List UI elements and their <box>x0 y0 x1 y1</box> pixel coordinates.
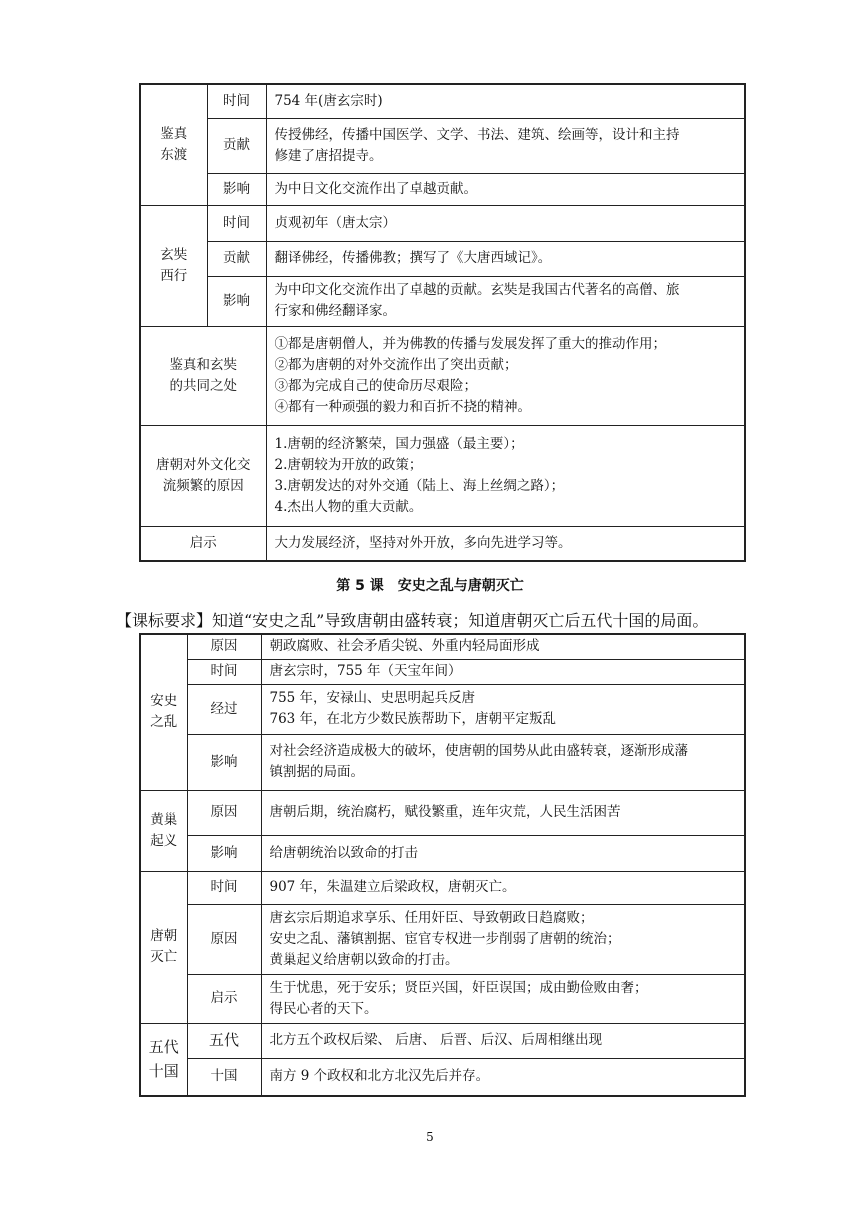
row-value <box>261 974 745 1023</box>
list-item: ①都是唐朝僧人，并为佛教的传播与发展发挥了重大的推动作用； <box>274 335 666 352</box>
row-value: 翻译佛经，传播佛教；撰写了《大唐西域记》。 <box>266 241 745 276</box>
row-key: 启示 <box>187 974 261 1023</box>
page-number: 5 <box>426 1130 434 1144</box>
text-line: 得民心者的天下。 <box>269 1000 378 1017</box>
row-value: 唐朝后期，统治腐朽，赋役繁重，连年灾荒，人民生活困苦 <box>261 790 745 835</box>
label-line: 鉴真和玄奘 <box>169 356 237 373</box>
row-key: 贡献 <box>207 118 266 173</box>
row-key: 时间 <box>187 659 261 684</box>
common-label <box>140 326 266 425</box>
label-line: 西行 <box>160 267 188 284</box>
row-key: 原因 <box>187 904 261 974</box>
row-key: 经过 <box>187 684 261 734</box>
label-line: 灭亡 <box>150 949 178 965</box>
text-line: 对社会经济造成极大的破坏，使唐朝的国势从此由盛转衰，逐渐形成藩 <box>269 743 688 759</box>
label-line: 的共同之处 <box>169 377 237 394</box>
text-line: 唐玄宗后期追求享乐、任用奸臣、导致朝政日趋腐败； <box>269 909 594 926</box>
label-line: 流频繁的原因 <box>162 477 244 494</box>
lesson-value: 大力发展经济，坚持对外开放，多向先进学习等。 <box>266 526 745 561</box>
row-value: 朝政腐败、社会矛盾尖锐、外重内轻局面形成 <box>261 634 745 659</box>
label-line: 东渡 <box>160 146 188 163</box>
row-key: 原因 <box>187 634 261 659</box>
list-item: ③都为完成自己的使命历尽艰险； <box>274 377 477 394</box>
text-line: 黄巢起义给唐朝以致命的打击。 <box>269 951 459 968</box>
jianzhen-label <box>140 84 207 205</box>
list-item: 2.唐朝较为开放的政策； <box>274 456 423 473</box>
row-key: 时间 <box>207 205 266 241</box>
row-value <box>261 684 745 734</box>
list-item: 1.唐朝的经济繁荣，国力强盛（最主要）； <box>274 435 524 452</box>
label-line: 之乱 <box>150 714 178 731</box>
tang-decline-table <box>139 633 746 1097</box>
row-value <box>266 276 745 326</box>
huangchao-label <box>140 790 187 871</box>
label-line: 鉴真 <box>160 125 188 142</box>
row-value: 贞观初年（唐太宗） <box>266 205 745 241</box>
label-line: 黄巢 <box>150 811 178 828</box>
row-value: 907 年，朱温建立后梁政权，唐朝灭亡。 <box>261 871 745 904</box>
text-line: 修建了唐招提寺。 <box>274 147 383 164</box>
lesson-label: 启示 <box>140 526 266 561</box>
row-key: 影响 <box>207 276 266 326</box>
list-item: 3.唐朝发达的对外交通（陆上、海上丝绸之路）； <box>274 477 565 494</box>
tangfall-label <box>140 871 187 1023</box>
row-value <box>261 904 745 974</box>
row-value: 给唐朝统治以致命的打击 <box>261 835 745 871</box>
row-key: 影响 <box>187 835 261 871</box>
row-value: 南方 9 个政权和北方北汉先后并存。 <box>261 1058 745 1096</box>
text-line: 763 年，在北方少数民族帮助下，唐朝平定叛乱 <box>269 711 557 727</box>
row-value <box>261 734 745 790</box>
list-item: ②都为唐朝的对外交流作出了突出贡献； <box>274 356 518 373</box>
reasons-label <box>140 425 266 526</box>
label-line: 安史 <box>150 693 178 710</box>
tang-cultural-exchange-table <box>139 83 746 562</box>
label-line: 玄奘 <box>160 246 188 263</box>
row-key: 影响 <box>207 173 266 205</box>
row-value <box>266 118 745 173</box>
row-key: 时间 <box>187 871 261 904</box>
text-line: 镇割据的局面。 <box>269 764 364 780</box>
label-line: 唐朝对外文化交 <box>156 456 251 473</box>
row-value: 为中日文化交流作出了卓越贡献。 <box>266 173 745 205</box>
label-line: 起义 <box>150 832 178 849</box>
reasons-list <box>266 425 745 526</box>
label-line: 五代 <box>148 1038 179 1057</box>
row-value: 754 年(唐玄宗时) <box>266 84 745 118</box>
lesson-title: 第 5 课 安史之乱与唐朝灭亡 <box>336 578 524 594</box>
text-line: 755 年，安禄山、史思明起兵反唐 <box>269 690 476 706</box>
label-line: 十国 <box>148 1062 179 1081</box>
row-key: 贡献 <box>207 241 266 276</box>
common-list <box>266 326 745 425</box>
label-line: 唐朝 <box>150 928 178 944</box>
wudai-label <box>140 1023 187 1096</box>
row-key: 时间 <box>207 84 266 118</box>
row-key: 十国 <box>187 1058 261 1096</box>
list-item: ④都有一种顽强的毅力和百折不挠的精神。 <box>274 398 531 415</box>
row-key: 原因 <box>187 790 261 835</box>
row-key: 五代 <box>187 1023 261 1058</box>
list-item: 4.杰出人物的重大贡献。 <box>274 498 423 515</box>
anshi-label <box>140 634 187 790</box>
row-key: 影响 <box>187 734 261 790</box>
row-value: 北方五个政权后梁、 后唐、 后晋、后汉、后周相继出现 <box>261 1023 745 1058</box>
row-value: 唐玄宗时，755 年（天宝年间） <box>261 659 745 684</box>
text-line: 安史之乱、藩镇割据、宦官专权进一步削弱了唐朝的统治； <box>269 930 621 947</box>
text-line: 传授佛经，传播中国医学、文学、书法、建筑、绘画等，设计和主持 <box>274 126 680 143</box>
text-line: 行家和佛经翻译家。 <box>274 303 396 319</box>
curriculum-standard: 【课标要求】知道“安史之乱”导致唐朝由盛转衰；知道唐朝灭亡后五代十国的局面。 <box>116 611 709 630</box>
text-line: 为中印文化交流作出了卓越的贡献。玄奘是我国古代著名的高僧、旅 <box>274 282 680 298</box>
text-line: 生于忧患，死于安乐；贤臣兴国，奸臣误国；成由勤俭败由奢； <box>269 979 648 996</box>
xuanzang-label <box>140 205 207 326</box>
